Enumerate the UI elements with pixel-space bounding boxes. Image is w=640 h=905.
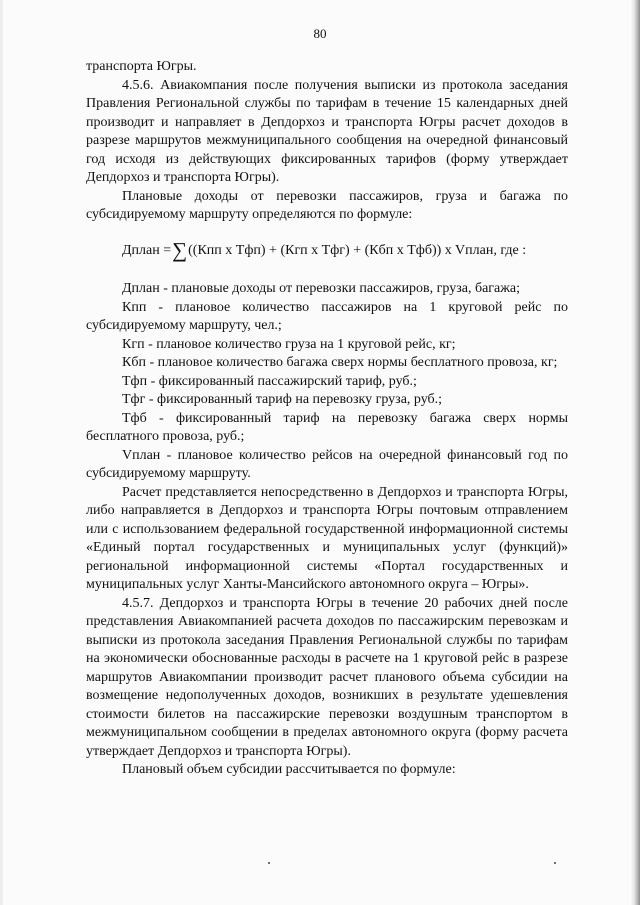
definition-kgp: Кгп - плановое количество груза на 1 круговой рейс, кг; (122, 336, 456, 352)
definition-kbp: Кбп - плановое количество багажа сверх нормы бесплатного провоза, кг; (122, 355, 558, 370)
page-number: 80 (313, 26, 327, 41)
paragraph-plan-intro: Плановые доходы от перевозки пассажиров, груза и багажа по субсидируемому маршруту определяются по формуле: (86, 188, 568, 222)
definition-tfg: Тфг - фиксированный тариф на перевозку груза, руб.; (122, 392, 443, 407)
paragraph-submission: Расчет представляется непосредственно в Депдорхоз и транспорта Югры, либо направляется в Депдорхоз и транспорта Югры почтовым отправлением или с использованием федеральной государственной информационной системы «Единый портал государственных и муниципальных услуг (функций)» региональной информационной системы «Портал государственных и муниципальных услуг Ханты-Мансийского автономного округа – Югры». (86, 484, 568, 592)
paragraph-4-5-7: 4.5.7. Депдорхоз и транспорта Югры в течение 20 рабочих дней после представления Авиакомпанией расчета доходов по пассажирским перевозкам и выписки из протокола заседания Правления Региональной службы по тарифам на экономически обоснованные расходы в расчете на 1 круговой рейс в разрезе маршрутов Авиакомпании производит расчет планового объема субсидии на возмещение недополученных доходов, возникших в результате удешевления стоимости билетов на пассажирские перевозки воздушным транспортом в межмуниципальном сообщении в пределах автономного округа (форму расчета утверждает Депдорхоз и транспорта Югры). (86, 595, 568, 759)
sigma-symbol: ∑ (172, 237, 188, 262)
scan-edge-left (0, 0, 3, 905)
definition-vplan: Vплан - плановое количество рейсов на очередной финансовый год по субсидируемому маршруту. (86, 447, 568, 481)
intro-line: транспорта Югры. (86, 59, 197, 74)
definition-tfp: Тфп - фиксированный пассажирский тариф, руб.; (122, 373, 417, 389)
definition-tfb: Тфб - фиксированный тариф на перевозку багажа сверх нормы бесплатного провоза, руб.; (86, 410, 568, 444)
paragraph-4-5-6: 4.5.6. Авиакомпания после получения выписки из протокола заседания Правления Региональной службы по тарифам в течение 15 календарных дней производит и направляет в Депдорхоз и транспорта Югры расчет доходов в разрезе маршрутов межмуниципального сообщения на очередной финансовый год исходя из действующих фиксированных тарифов (форму утверждает Депдорхоз и транспорта Югры). (86, 77, 568, 185)
formula-rhs: ((Кпп x Тфп) + (Кгп x Тфг) + (Кбп x Тфб)) x Vплан, где : (188, 242, 527, 258)
scan-speck (268, 862, 270, 864)
paragraph-subsidy-intro: Плановый объем субсидии рассчитывается по формуле: (122, 762, 456, 777)
scan-speck (554, 862, 556, 864)
scan-edge-right (630, 0, 640, 905)
income-formula (122, 237, 568, 262)
document-body (86, 58, 568, 780)
formula-lhs: Дплан = (122, 242, 172, 258)
definition-kpp: Кпп - плановое количество пассажиров на 1 круговой рейс по субсидируемому маршруту, чел.; (86, 299, 568, 333)
definition-dplan: Дплан - плановые доходы от перевозки пассажиров, груза, багажа; (122, 281, 521, 296)
